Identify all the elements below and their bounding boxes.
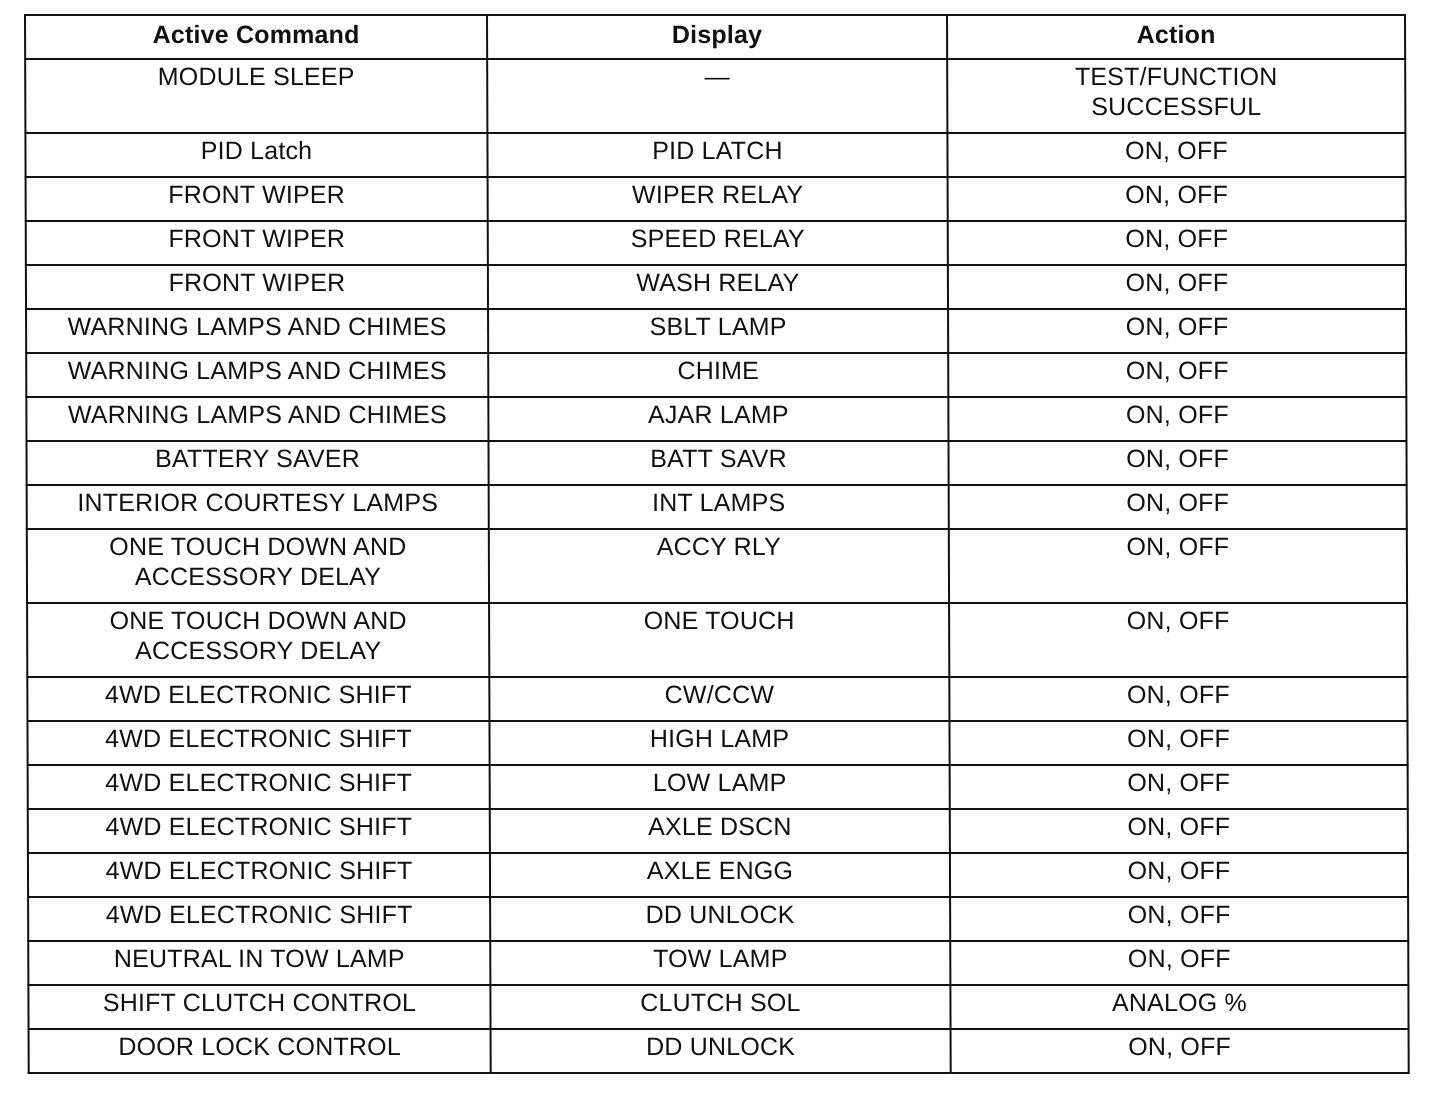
table-body xyxy=(25,59,1409,1073)
active-command-cell xyxy=(26,441,488,485)
cell-text: ON, OFF xyxy=(1125,137,1228,165)
active-command-cell xyxy=(27,603,489,677)
active-command-cell xyxy=(28,897,490,941)
display-cell xyxy=(488,309,948,353)
table-row xyxy=(26,397,1406,441)
cell-text: ON, OFF xyxy=(1126,489,1230,517)
cell-text: FRONT WIPER xyxy=(168,181,346,209)
cell-text: — xyxy=(704,63,730,91)
header-row xyxy=(25,15,1405,59)
display-cell xyxy=(489,529,949,603)
display-cell xyxy=(489,721,949,765)
cell-text: 4WD ELECTRONIC SHIFT xyxy=(105,769,413,797)
cell-text: BATTERY SAVER xyxy=(155,445,361,473)
active-command-cell xyxy=(25,133,487,177)
action-cell xyxy=(948,221,1406,265)
cell-text: 4WD ELECTRONIC SHIFT xyxy=(105,857,413,885)
display-cell xyxy=(488,177,948,221)
table-row xyxy=(25,59,1405,133)
active-command-cell xyxy=(28,985,490,1029)
cell-text: FRONT WIPER xyxy=(168,225,346,253)
display-cell xyxy=(490,985,950,1029)
display-cell xyxy=(490,809,950,853)
action-cell xyxy=(948,353,1406,397)
table-row xyxy=(27,677,1407,721)
cell-text: INT LAMPS xyxy=(651,489,786,517)
cell-text: AXLE ENGG xyxy=(646,857,794,885)
table-header xyxy=(25,15,1405,59)
display-cell xyxy=(488,265,948,309)
cell-text: ON, OFF xyxy=(1125,225,1229,253)
action-cell xyxy=(949,677,1407,721)
active-command-cell xyxy=(25,59,487,133)
cell-text: ON, OFF xyxy=(1127,769,1231,797)
action-cell xyxy=(949,721,1407,765)
action-cell xyxy=(950,897,1408,941)
table-row xyxy=(26,221,1406,265)
display-cell xyxy=(490,765,950,809)
active-command-cell xyxy=(28,809,490,853)
cell-text: AXLE DSCN xyxy=(648,813,792,841)
action-cell xyxy=(950,765,1408,809)
cell-text: ON, OFF xyxy=(1127,813,1231,841)
table-row xyxy=(27,529,1407,603)
cell-text: 4WD ELECTRONIC SHIFT xyxy=(105,901,413,929)
cell-text: DD UNLOCK xyxy=(645,901,795,929)
cell-text: ON, OFF xyxy=(1127,945,1231,973)
cell-text: INTERIOR COURTESY LAMPS xyxy=(77,489,439,517)
header-action: Action xyxy=(947,15,1405,59)
active-command-cell xyxy=(27,529,489,603)
table-row xyxy=(26,441,1406,485)
display-cell xyxy=(489,603,949,677)
cell-text: 4WD ELECTRONIC SHIFT xyxy=(105,813,413,841)
cell-text: TEST/FUNCTION SUCCESSFUL xyxy=(1074,63,1278,121)
cell-text: PID Latch xyxy=(200,137,313,165)
action-cell xyxy=(949,485,1407,529)
display-cell xyxy=(488,397,948,441)
cell-text: ON, OFF xyxy=(1128,1033,1232,1061)
action-cell xyxy=(951,1029,1409,1073)
cell-text: LOW LAMP xyxy=(652,769,787,797)
action-cell xyxy=(950,941,1408,985)
cell-text: AJAR LAMP xyxy=(647,401,789,429)
display-cell xyxy=(490,941,950,985)
active-command-cell xyxy=(26,177,488,221)
cell-text: WARNING LAMPS AND CHIMES xyxy=(67,357,447,385)
action-cell xyxy=(949,603,1407,677)
cell-text: WARNING LAMPS AND CHIMES xyxy=(67,313,447,341)
table-row xyxy=(26,177,1406,221)
display-cell xyxy=(489,677,949,721)
cell-text: ONE TOUCH xyxy=(643,607,795,635)
cell-text: ON, OFF xyxy=(1126,681,1230,709)
display-cell xyxy=(488,441,948,485)
cell-text: HIGH LAMP xyxy=(649,725,790,753)
table-row xyxy=(28,897,1408,941)
table-row xyxy=(26,353,1406,397)
action-cell xyxy=(947,133,1405,177)
cell-text: ON, OFF xyxy=(1125,269,1229,297)
cell-text: SPEED RELAY xyxy=(630,225,805,253)
table-row xyxy=(28,765,1408,809)
action-cell xyxy=(948,309,1406,353)
cell-text: ONE TOUCH DOWN AND ACCESSORY DELAY xyxy=(109,533,407,591)
cell-text: ON, OFF xyxy=(1125,357,1229,385)
active-command-cell xyxy=(26,221,488,265)
action-cell xyxy=(949,529,1407,603)
action-cell xyxy=(948,441,1406,485)
action-cell xyxy=(950,853,1408,897)
header-active-command: Active Command xyxy=(25,15,487,59)
cell-text: ON, OFF xyxy=(1127,901,1231,929)
cell-text: ONE TOUCH DOWN AND ACCESSORY DELAY xyxy=(109,607,407,665)
action-cell xyxy=(948,397,1406,441)
cell-text: ON, OFF xyxy=(1126,533,1230,561)
table-row xyxy=(28,809,1408,853)
cell-text: 4WD ELECTRONIC SHIFT xyxy=(104,681,412,709)
cell-text: ACCY RLY xyxy=(656,533,782,561)
cell-text: NEUTRAL IN TOW LAMP xyxy=(113,945,405,973)
cell-text: ON, OFF xyxy=(1126,607,1230,635)
cell-text: ON, OFF xyxy=(1125,181,1229,209)
active-command-cell xyxy=(28,765,490,809)
table-row xyxy=(28,985,1408,1029)
cell-text: BATT SAVR xyxy=(650,445,787,473)
table-row xyxy=(26,309,1406,353)
display-cell xyxy=(487,133,947,177)
table-row xyxy=(27,721,1407,765)
action-cell xyxy=(950,985,1408,1029)
table-row xyxy=(28,853,1408,897)
table-row xyxy=(25,133,1405,177)
cell-text: DD UNLOCK xyxy=(646,1033,796,1061)
table-row xyxy=(29,1029,1409,1073)
cell-text: SBLT LAMP xyxy=(649,313,787,341)
display-cell xyxy=(490,853,950,897)
active-command-table xyxy=(24,14,1410,1074)
cell-text: WARNING LAMPS AND CHIMES xyxy=(67,401,447,429)
cell-text: CLUTCH SOL xyxy=(640,989,801,1017)
cell-text: ON, OFF xyxy=(1127,857,1231,885)
active-command-cell xyxy=(27,721,489,765)
display-cell xyxy=(487,59,947,133)
active-command-cell xyxy=(26,397,488,441)
action-cell xyxy=(948,265,1406,309)
cell-text: ON, OFF xyxy=(1127,725,1230,753)
cell-text: 4WD ELECTRONIC SHIFT xyxy=(105,725,412,753)
active-command-cell xyxy=(28,853,490,897)
cell-text: DOOR LOCK CONTROL xyxy=(118,1033,401,1061)
cell-text: ON, OFF xyxy=(1125,313,1229,341)
active-command-cell xyxy=(27,485,489,529)
cell-text: WIPER RELAY xyxy=(631,181,804,209)
table-row xyxy=(28,941,1408,985)
cell-text: SHIFT CLUTCH CONTROL xyxy=(102,989,417,1017)
cell-text: CW/CCW xyxy=(664,681,775,709)
cell-text: TOW LAMP xyxy=(652,945,788,973)
cell-text: FRONT WIPER xyxy=(168,269,346,297)
display-cell xyxy=(490,897,950,941)
table-row xyxy=(27,485,1407,529)
active-command-cell xyxy=(29,1029,491,1073)
display-cell xyxy=(491,1029,951,1073)
action-cell xyxy=(950,809,1408,853)
cell-text: MODULE SLEEP xyxy=(157,63,355,91)
cell-text: ANALOG % xyxy=(1111,989,1247,1017)
display-cell xyxy=(488,353,948,397)
action-cell xyxy=(947,59,1405,133)
header-display: Display xyxy=(487,15,947,59)
cell-text: ON, OFF xyxy=(1126,445,1229,473)
active-command-cell xyxy=(27,677,489,721)
table-row xyxy=(27,603,1407,677)
display-cell xyxy=(488,221,948,265)
table-row xyxy=(26,265,1406,309)
active-command-cell xyxy=(26,265,488,309)
cell-text: CHIME xyxy=(677,357,760,385)
active-command-cell xyxy=(26,309,488,353)
cell-text: WASH RELAY xyxy=(636,269,800,297)
active-command-cell xyxy=(28,941,490,985)
action-cell xyxy=(948,177,1406,221)
active-command-cell xyxy=(26,353,488,397)
display-cell xyxy=(489,485,949,529)
cell-text: ON, OFF xyxy=(1125,401,1229,429)
cell-text: PID LATCH xyxy=(652,137,783,165)
